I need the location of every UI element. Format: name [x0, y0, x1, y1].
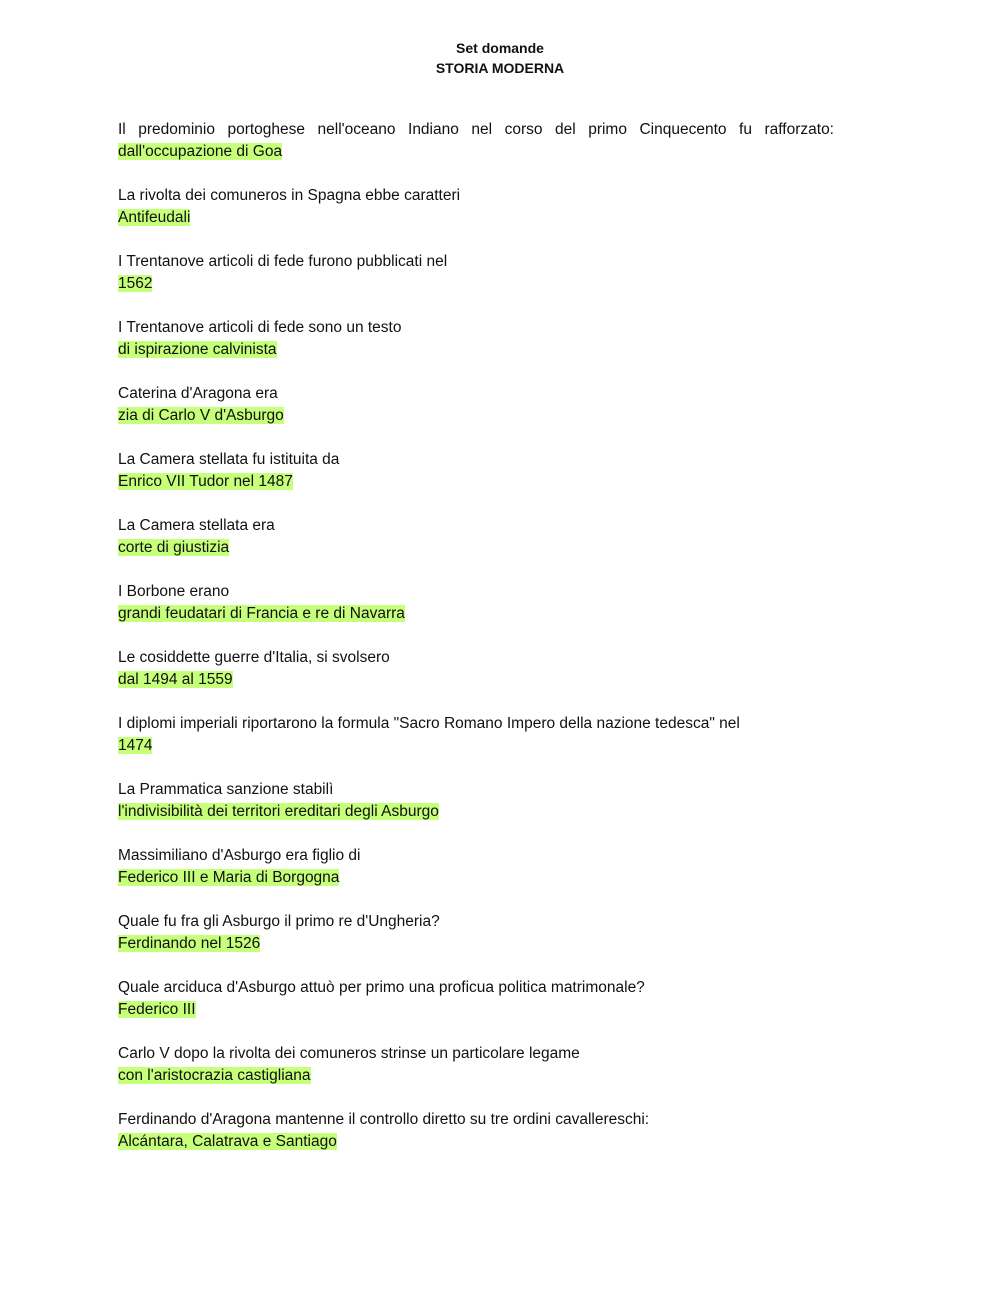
question-item [118, 1109, 834, 1153]
question-item [118, 119, 834, 163]
question-text: Le cosiddette guerre d'Italia, si svolsero [118, 649, 390, 666]
question-item [118, 185, 834, 229]
answer-highlight: Federico III [118, 1001, 196, 1018]
question-item [118, 713, 834, 757]
question-text: Il predominio portoghese nell'oceano Indiano nel corso del primo Cinquecento fu rafforzato: [118, 121, 834, 138]
question-text: Ferdinando d'Aragona mantenne il controllo diretto su tre ordini cavallereschi: [118, 1111, 650, 1128]
answer-highlight: Federico III e Maria di Borgogna [118, 869, 340, 886]
question-text: I Borbone erano [118, 583, 230, 600]
question-text: I diplomi imperiali riportarono la formula "Sacro Romano Impero della nazione tedesca" nel [118, 715, 740, 732]
question-item [118, 383, 834, 427]
question-item [118, 977, 834, 1021]
question-item [118, 317, 834, 361]
answer-highlight: Alcántara, Calatrava e Santiago [118, 1133, 337, 1150]
question-list [118, 119, 834, 1175]
question-item [118, 647, 834, 691]
answer-highlight: con l'aristocrazia castigliana [118, 1067, 311, 1084]
document-header [0, 38, 1000, 78]
question-text: La Prammatica sanzione stabilì [118, 781, 334, 798]
document-subtitle: STORIA MODERNA [435, 60, 565, 76]
answer-highlight: dall'occupazione di Goa [118, 143, 283, 160]
answer-highlight: dal 1494 al 1559 [118, 671, 233, 688]
question-item [118, 515, 834, 559]
answer-highlight: Antifeudali [118, 209, 191, 226]
question-item [118, 581, 834, 625]
question-text: Massimiliano d'Asburgo era figlio di [118, 847, 361, 864]
answer-highlight: Enrico VII Tudor nel 1487 [118, 473, 293, 490]
answer-highlight: 1562 [118, 275, 153, 292]
question-item [118, 1043, 834, 1087]
answer-highlight: l'indivisibilità dei territori ereditari degli Asburgo [118, 803, 439, 820]
question-text: La Camera stellata era [118, 517, 275, 534]
answer-highlight: di ispirazione calvinista [118, 341, 277, 358]
question-text: Caterina d'Aragona era [118, 385, 278, 402]
question-text: I Trentanove articoli di fede furono pubblicati nel [118, 253, 448, 270]
answer-highlight: zia di Carlo V d'Asburgo [118, 407, 284, 424]
question-text: Quale fu fra gli Asburgo il primo re d'Ungheria? [118, 913, 440, 930]
question-item [118, 251, 834, 295]
document-title: Set domande [456, 40, 544, 56]
question-text: Carlo V dopo la rivolta dei comuneros strinse un particolare legame [118, 1045, 580, 1062]
answer-highlight: Ferdinando nel 1526 [118, 935, 261, 952]
question-text: La Camera stellata fu istituita da [118, 451, 340, 468]
question-item [118, 911, 834, 955]
question-text: Quale arciduca d'Asburgo attuò per primo una proficua politica matrimonale? [118, 979, 645, 996]
question-text: I Trentanove articoli di fede sono un testo [118, 319, 402, 336]
answer-highlight: 1474 [118, 737, 153, 754]
question-item [118, 449, 834, 493]
question-item [118, 845, 834, 889]
question-text: La rivolta dei comuneros in Spagna ebbe caratteri [118, 187, 461, 204]
answer-highlight: corte di giustizia [118, 539, 230, 556]
question-item [118, 779, 834, 823]
answer-highlight: grandi feudatari di Francia e re di Navarra [118, 605, 405, 622]
